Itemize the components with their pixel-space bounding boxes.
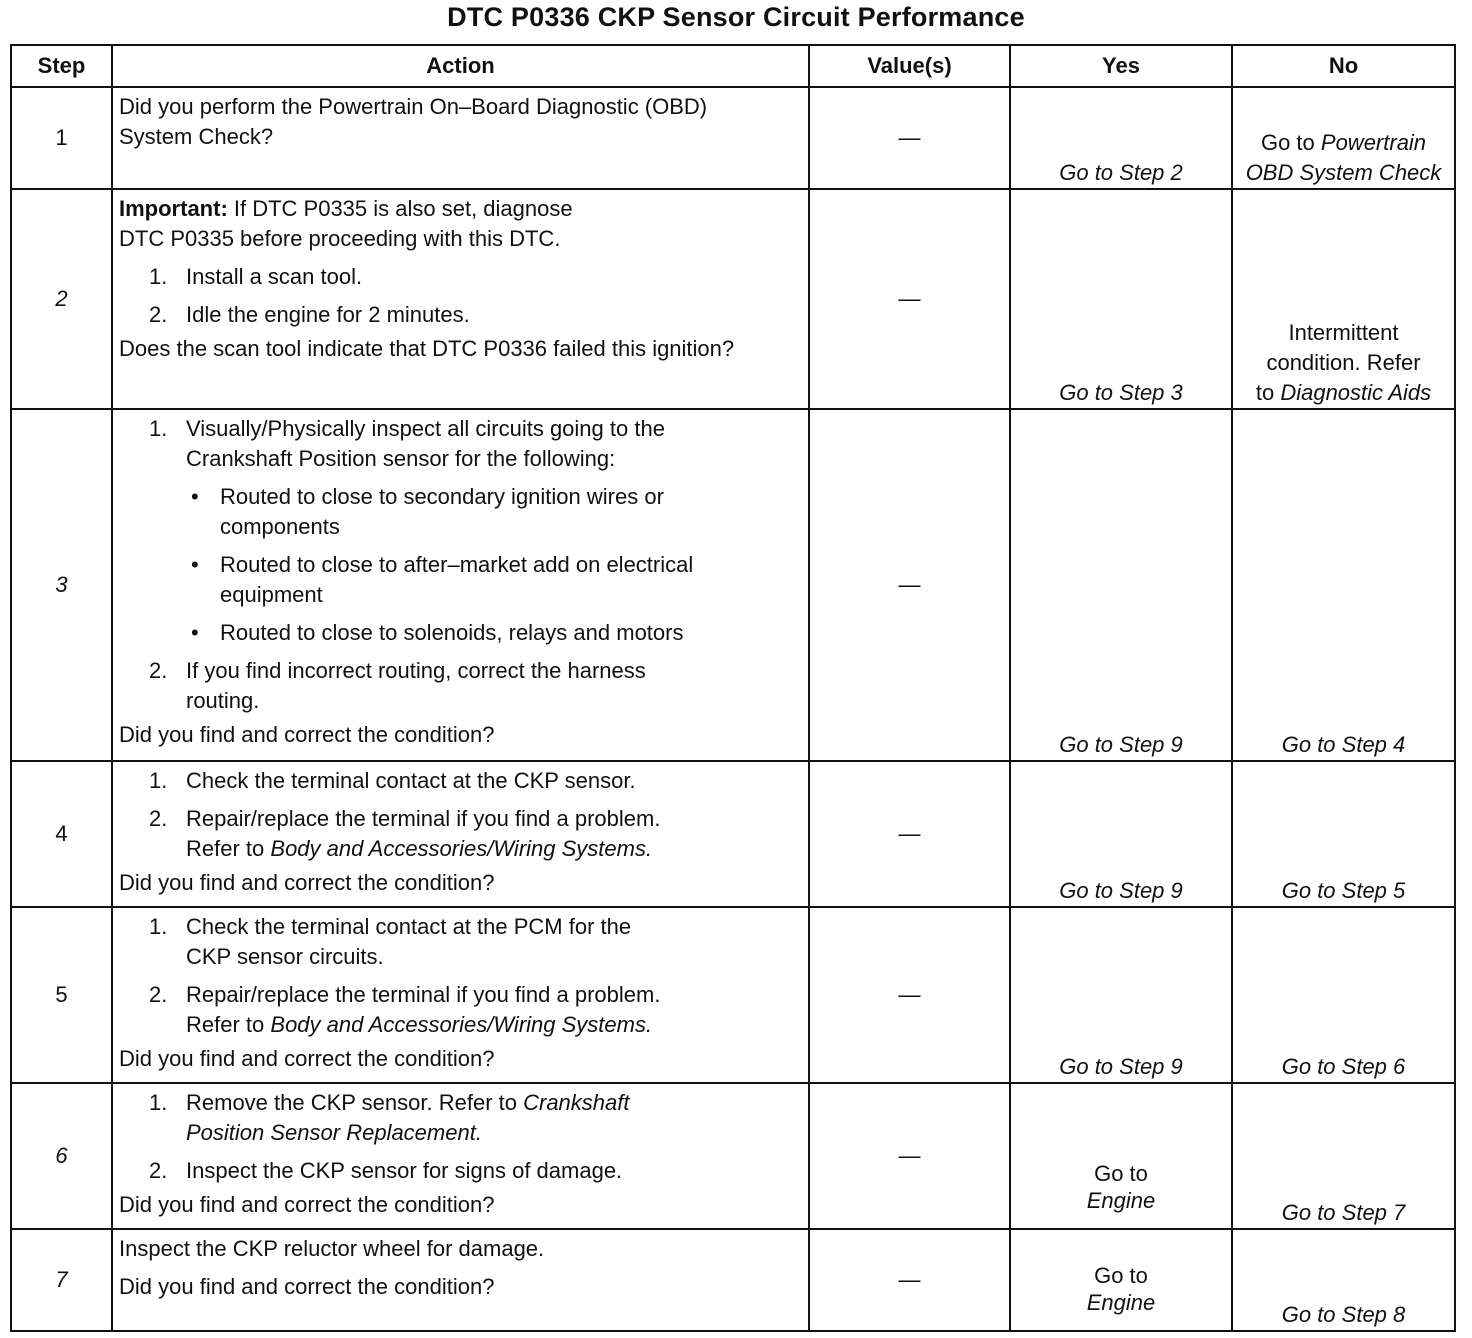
bullet-text: Routed to close to solenoids, relays and motors (220, 620, 684, 645)
numbered-item: 1. Check the terminal contact at the PCM for the CKP sensor circuits. (149, 914, 632, 969)
no-cell: Go to Step 5 (1232, 761, 1455, 907)
action-text: Inspect the CKP reluctor wheel for damage. (119, 1236, 545, 1261)
action-cell (112, 1229, 809, 1331)
action-cell (112, 761, 809, 907)
diagnostic-table (10, 44, 1456, 1332)
yes-cell: Go to Step 9 (1010, 409, 1232, 761)
value-cell: — (809, 907, 1010, 1083)
numbered-item: 2. If you find incorrect routing, correct the harness routing. (149, 658, 646, 713)
item-text: Repair/replace the terminal if you find a problem. (186, 982, 661, 1007)
table-row (11, 1229, 1455, 1331)
yes-cell (1010, 1083, 1232, 1229)
no-line-3 (1237, 378, 1450, 408)
item-text: If you find incorrect routing, correct the harness routing. (186, 658, 646, 713)
step-number: 7 (11, 1229, 112, 1331)
table-row (11, 1083, 1455, 1229)
value-cell: — (809, 761, 1010, 907)
no-prefix: Go to (1260, 130, 1315, 155)
step-number: 5 (11, 907, 112, 1083)
ref-prefix: Refer to (186, 1012, 265, 1037)
step-number: 1 (11, 87, 112, 189)
question: Did you find and correct the condition? (119, 1046, 495, 1071)
no-cell: Go to Step 7 (1232, 1083, 1455, 1229)
header-values: Value(s) (809, 45, 1010, 87)
no-cell: Go to Step 8 (1232, 1229, 1455, 1331)
action-text: Did you perform the Powertrain On–Board Diagnostic (OBD) System Check? (119, 94, 708, 149)
no-cell (1232, 87, 1455, 189)
no-cell: Go to Step 4 (1232, 409, 1455, 761)
yes-cell (1010, 1229, 1232, 1331)
action-cell (112, 907, 809, 1083)
ref-link: Body and Accessories/Wiring Systems. (270, 1012, 653, 1037)
numbered-item: 2. Inspect the CKP sensor for signs of damage. (149, 1158, 623, 1183)
action-cell (112, 87, 809, 189)
important-text: If DTC P0335 is also set, diagnose (227, 196, 573, 221)
table-row (11, 761, 1455, 907)
yes-cell: Go to Step 3 (1010, 189, 1232, 409)
important-note (119, 194, 802, 224)
bullet-item: • Routed to close to solenoids, relays and motors (191, 620, 684, 645)
table-row (11, 907, 1455, 1083)
item-text: Remove the CKP sensor. Refer to (186, 1090, 517, 1115)
header-step: Step (11, 45, 112, 87)
no-link: Powertrain OBD System Check (1245, 130, 1442, 185)
question: Did you find and correct the condition? (119, 722, 495, 747)
yes-cell: Go to Step 9 (1010, 761, 1232, 907)
bullet-item: • Routed to close to after–market add on electrical equipment (191, 552, 694, 607)
action-cell (112, 1083, 809, 1229)
numbered-item: 2. Repair/replace the terminal if you find a problem. (149, 982, 661, 1007)
item-text: Install a scan tool. (186, 264, 363, 289)
ref-link: Crankshaft Position Sensor Replacement. (186, 1090, 630, 1145)
numbered-item: 2. Idle the engine for 2 minutes. (149, 302, 470, 327)
no-line-2: condition. Refer (1266, 350, 1421, 375)
no-link: Diagnostic Aids (1280, 380, 1432, 405)
yes-link: Engine (1086, 1188, 1156, 1213)
numbered-item: 1. Remove the CKP sensor. Refer to Crankshaft Position Sensor Replacement. (149, 1090, 630, 1145)
page-title: DTC P0336 CKP Sensor Circuit Performance (447, 2, 1025, 32)
no-prefix: to (1255, 380, 1275, 405)
numbered-item: 1. Install a scan tool. (149, 264, 363, 289)
numbered-item: 1. Check the terminal contact at the CKP sensor. (149, 768, 636, 793)
item-text: Visually/Physically inspect all circuits going to the Crankshaft Position sensor for the following: (186, 416, 665, 471)
bullet-text: Routed to close to secondary ignition wires or components (220, 484, 664, 539)
yes-prefix: Go to (1094, 1263, 1148, 1288)
table-row (11, 409, 1455, 761)
value-cell: — (809, 87, 1010, 189)
question: Did you find and correct the condition? (119, 1192, 495, 1217)
yes-prefix: Go to (1094, 1161, 1148, 1186)
header-yes: Yes (1010, 45, 1232, 87)
header-action: Action (112, 45, 809, 87)
ref-prefix: Refer to (186, 836, 265, 861)
yes-cell: Go to Step 9 (1010, 907, 1232, 1083)
item-text: Check the terminal contact at the CKP sensor. (186, 768, 636, 793)
header-row (11, 45, 1455, 87)
yes-link: Engine (1086, 1290, 1156, 1315)
action-cell (112, 409, 809, 761)
header-no: No (1232, 45, 1455, 87)
item-text: Inspect the CKP sensor for signs of damage. (186, 1158, 623, 1183)
table-row (11, 189, 1455, 409)
step-number: 2 (11, 189, 112, 409)
value-cell: — (809, 409, 1010, 761)
important-label: Important: (119, 196, 228, 221)
item-text: Check the terminal contact at the PCM for the CKP sensor circuits. (186, 914, 632, 969)
table-row (11, 87, 1455, 189)
action-cell (112, 189, 809, 409)
important-text-2: DTC P0335 before proceeding with this DTC. (119, 226, 561, 251)
step-number: 4 (11, 761, 112, 907)
value-cell: — (809, 1229, 1010, 1331)
item-text: Repair/replace the terminal if you find a problem. (186, 806, 661, 831)
value-cell: — (809, 1083, 1010, 1229)
item-text: Idle the engine for 2 minutes. (186, 302, 470, 327)
numbered-item: 1. Visually/Physically inspect all circuits going to the Crankshaft Position sensor for the following: (149, 416, 665, 471)
bullet-item: • Routed to close to secondary ignition wires or components (191, 484, 664, 539)
question: Did you find and correct the condition? (119, 1274, 495, 1299)
step-number: 3 (11, 409, 112, 761)
value-cell: — (809, 189, 1010, 409)
ref-link: Body and Accessories/Wiring Systems. (270, 836, 653, 861)
question: Does the scan tool indicate that DTC P0336 failed this ignition? (119, 336, 735, 361)
step-number: 6 (11, 1083, 112, 1229)
reference-line (119, 1010, 802, 1040)
yes-cell: Go to Step 2 (1010, 87, 1232, 189)
bullet-text: Routed to close to after–market add on electrical equipment (220, 552, 694, 607)
numbered-item: 2. Repair/replace the terminal if you find a problem. (149, 806, 661, 831)
no-line-1: Intermittent (1288, 320, 1399, 345)
reference-line (119, 834, 802, 864)
no-cell (1232, 189, 1455, 409)
no-cell: Go to Step 6 (1232, 907, 1455, 1083)
question: Did you find and correct the condition? (119, 870, 495, 895)
